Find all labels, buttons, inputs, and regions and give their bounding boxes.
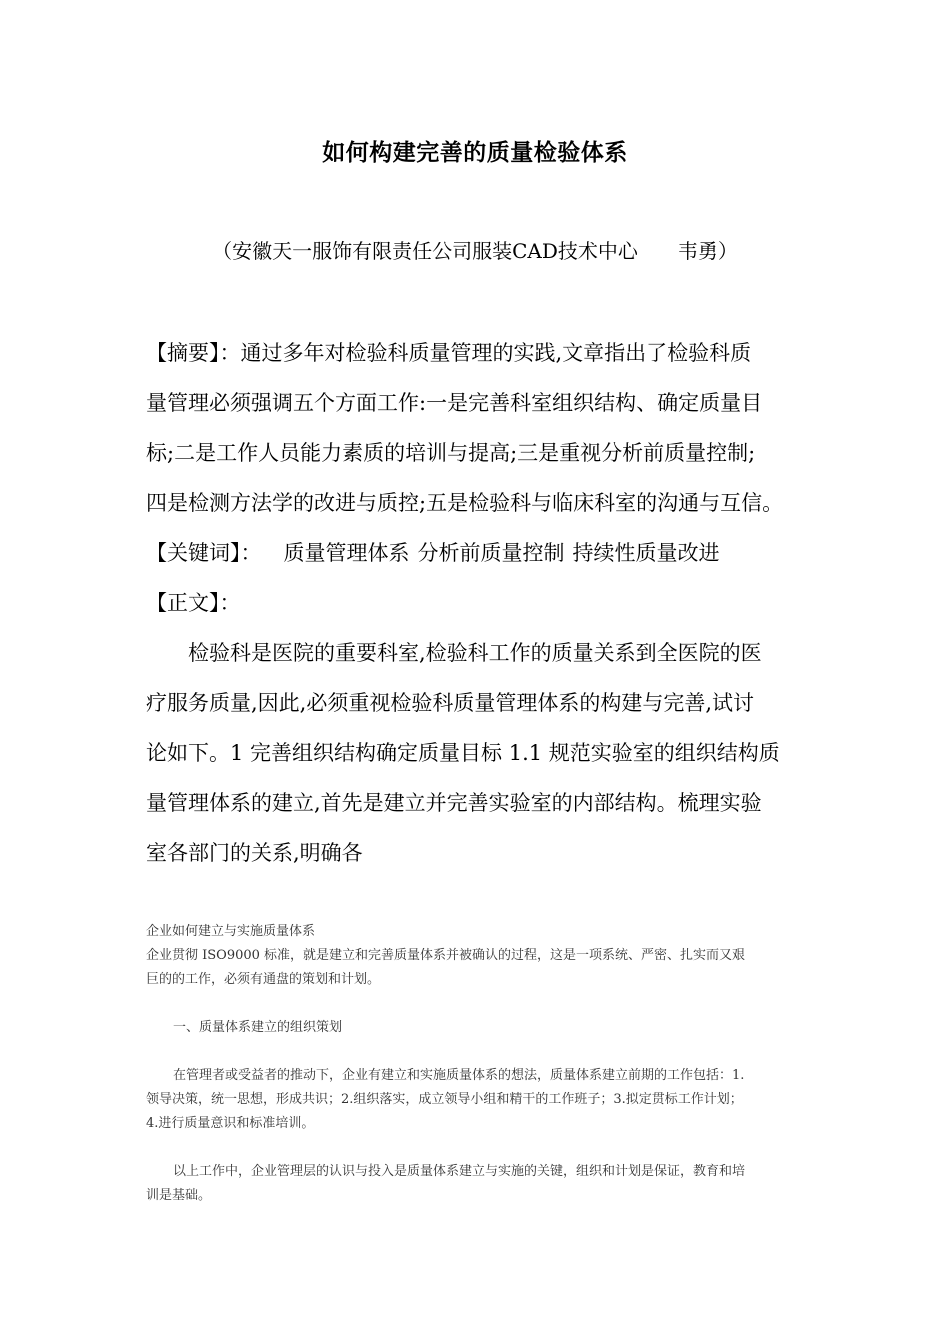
- abstract-text: 通过多年对检验科质量管理的实践,文章指出了检验科质: [240, 341, 752, 365]
- body-label: 【正文】：: [146, 591, 241, 615]
- secondary-paragraph-line: 在管理者或受益者的推动下，企业有建立和实施质量体系的想法，质量体系建立前期的工作包括：1.: [173, 1068, 745, 1083]
- secondary-article: [146, 920, 816, 1208]
- body-line: 量管理体系的建立,首先是建立并完善实验室的内部结构。梳理实验: [146, 791, 762, 815]
- abstract-line: 量管理必须强调五个方面工作:一是完善科室组织结构、确定质量目: [146, 391, 763, 415]
- abstract-line: 标;二是工作人员能力素质的培训与提高;三是重视分析前质量控制;: [146, 441, 756, 465]
- abstract-line: [146, 328, 826, 378]
- secondary-paragraph-line: 领导决策，统一思想，形成共识；2.组织落实，成立领导小组和精干的工作班子；3.拟定贯标工作计划；: [146, 1092, 743, 1107]
- secondary-intro-line: 巨的的工作，必须有通盘的策划和计划。: [146, 972, 381, 987]
- secondary-section-heading: 一、质量体系建立的组织策划: [173, 1020, 343, 1035]
- abstract-label: 【摘要】：: [146, 341, 241, 365]
- body-line: 论如下。1 完善组织结构确定质量目标 1.1 规范实验室的组织结构质: [146, 741, 780, 765]
- keywords-label: 【关键词】：: [146, 541, 262, 565]
- secondary-intro-line: 企业贯彻 ISO9000 标准，就是建立和完善质量体系并被确认的过程，这是一项系统、严密、扎实而又艰: [146, 948, 746, 963]
- document-title: 如何构建完善的质量检验体系: [322, 139, 628, 166]
- main-text: [146, 328, 826, 878]
- abstract-line: 四是检测方法学的改进与质控;五是检验科与临床科室的沟通与互信。: [146, 491, 784, 515]
- secondary-paragraph-line: 4.进行质量意识和标准培训。: [146, 1116, 315, 1131]
- author-line: （安徽天一服饰有限责任公司服装CAD技术中心 韦勇）: [212, 239, 738, 263]
- secondary-paragraph-line: 以上工作中，企业管理层的认识与投入是质量体系建立与实施的关键，组织和计划是保证，教育和培: [173, 1164, 746, 1179]
- keyword-item: 质量管理体系: [283, 541, 410, 565]
- keyword-item: 持续性质量改进: [572, 541, 720, 565]
- body-line: 检验科是医院的重要科室,检验科工作的质量关系到全医院的医: [188, 641, 762, 665]
- keywords-line: [146, 528, 826, 578]
- secondary-paragraph-line: 训是基础。: [146, 1188, 212, 1203]
- keyword-item: 分析前质量控制: [417, 541, 565, 565]
- body-line: 疗服务质量,因此,必须重视检验科质量管理体系的构建与完善,试讨: [146, 691, 755, 715]
- secondary-title: 企业如何建立与实施质量体系: [146, 924, 316, 939]
- body-line: 室各部门的关系,明确各: [146, 841, 363, 865]
